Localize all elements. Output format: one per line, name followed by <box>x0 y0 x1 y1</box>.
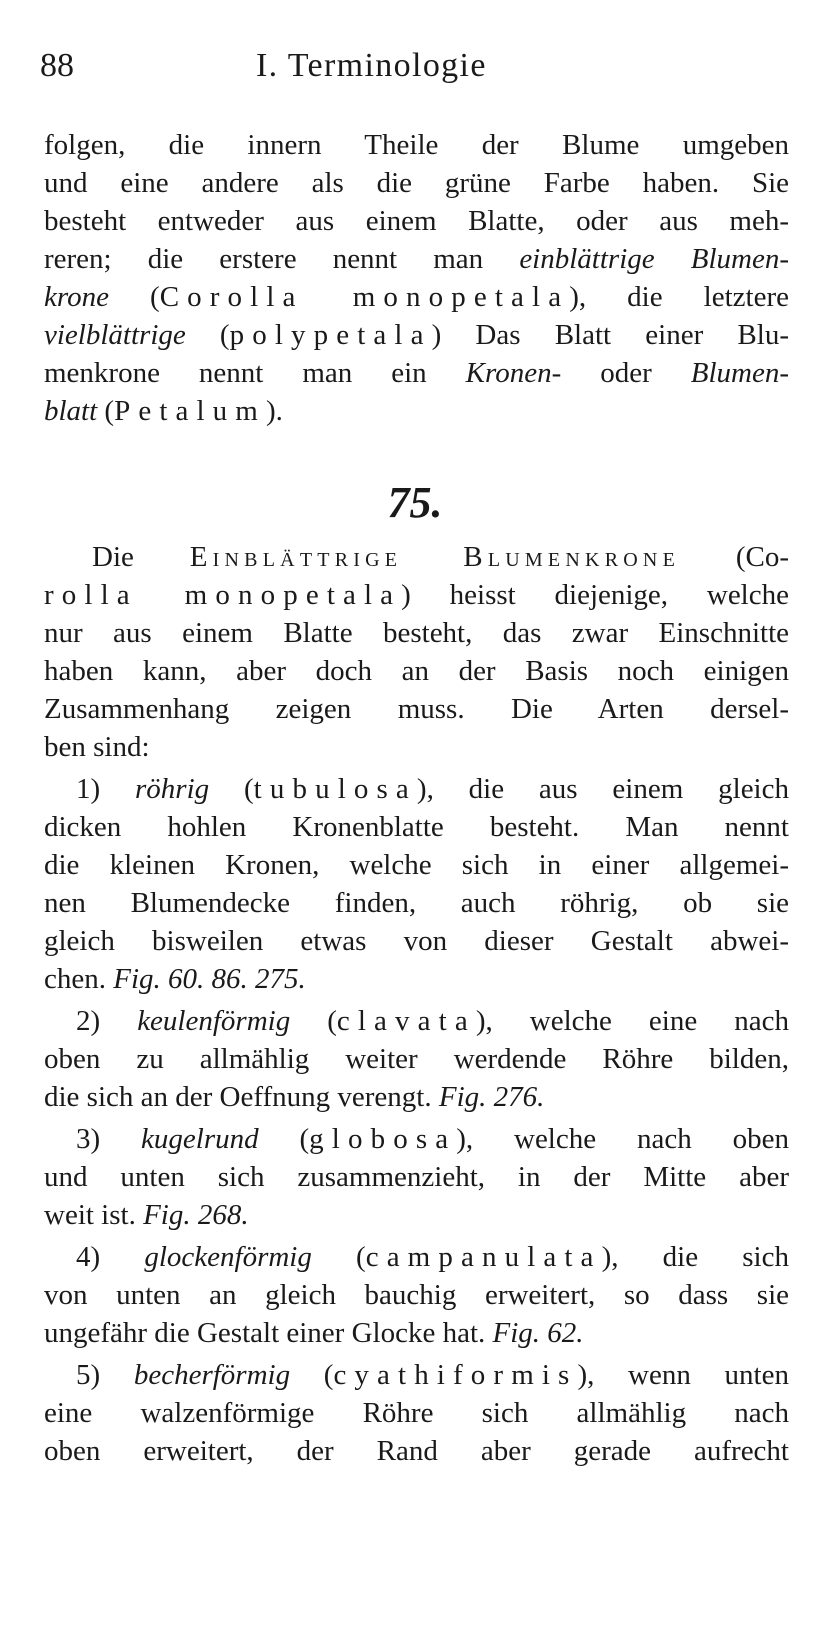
term-vielblaettrige: vielblättrige <box>44 319 186 351</box>
section-number: 75. <box>387 478 443 527</box>
figure-ref: Fig. 276. <box>438 1081 545 1113</box>
text-line: ungefähr die Gestalt einer Glocke hat. Fig. 62. <box>44 1317 584 1349</box>
term-krone: krone <box>44 281 109 313</box>
text-line: eine walzenförmige Röhre sich allmählig nach <box>44 1397 789 1429</box>
text-line: rolla monopetala) heisst diejenige, welche <box>44 579 789 611</box>
text-line: ben sind: <box>44 731 150 763</box>
text-line: und unten sich zusammenzieht, in der Mitte aber <box>44 1161 789 1193</box>
figure-ref: Fig. 60. 86. 275. <box>113 963 306 995</box>
text-line: oben zu allmählig weiter werdende Röhre bilden, <box>44 1043 789 1075</box>
text-line: nur aus einem Blatte besteht, das zwar Einschnitte <box>44 617 789 649</box>
term-kronen: Kronen- <box>465 357 562 389</box>
latin-term: polypetala <box>229 319 432 351</box>
section-heading-term: Einblättrige Blumenkrone <box>189 541 681 573</box>
text-line: krone (Corolla monopetala), die letztere <box>44 281 789 313</box>
text-line: vielblättrige (polypetala) Das Blatt einer Blu- <box>44 319 789 351</box>
text-line: folgen, die innern Theile der Blume umgeben <box>44 129 789 161</box>
text-line: gleich bisweilen etwas von dieser Gestalt abwei- <box>44 925 789 957</box>
text-line: und eine andere als die grüne Farbe haben. Sie <box>44 167 789 199</box>
text-line: besteht entweder aus einem Blatte, oder aus meh- <box>44 205 789 237</box>
latin-term: rolla monopetala <box>44 579 402 611</box>
text-line: die kleinen Kronen, welche sich in einer allgemei- <box>44 849 789 881</box>
text-line: chen. Fig. 60. 86. 275. <box>44 963 306 995</box>
term-blatt: blatt <box>44 395 98 427</box>
text-line: Zusammenhang zeigen muss. Die Arten dersel- <box>44 693 789 725</box>
list-item: 4) glockenförmig (campanulata), die sich <box>76 1241 789 1273</box>
list-item: 2) keulenförmig (clavata), welche eine nach <box>76 1005 789 1037</box>
list-item: 1) röhrig (tubulosa), die aus einem gleich <box>76 773 789 805</box>
figure-ref: Fig. 268. <box>143 1199 249 1231</box>
list-item: 5) becherförmig (cyathiformis), wenn unten <box>76 1359 789 1391</box>
text-line: nen Blumendecke finden, auch röhrig, ob sie <box>44 887 789 919</box>
latin-term: Petalum <box>114 395 266 427</box>
list-item: 3) kugelrund (globosa), welche nach oben <box>76 1123 789 1155</box>
running-title: I. Terminologie <box>256 47 487 84</box>
text-line: weit ist. Fig. 268. <box>44 1199 249 1231</box>
text-line: menkrone nennt man ein Kronen- oder Blumen- <box>44 357 790 389</box>
text-line: dicken hohlen Kronenblatte besteht. Man nennt <box>44 811 789 843</box>
term-blumen: Blumen- <box>690 357 790 389</box>
latin-term: Corolla monopetala <box>159 281 570 313</box>
figure-ref: Fig. 62. <box>492 1317 584 1349</box>
text-line: reren; die erstere nennt man einblättrige Blumen- <box>44 243 789 275</box>
text-line: von unten an gleich bauchig erweitert, so dass sie <box>44 1279 789 1311</box>
text-line: oben erweitert, der Rand aber gerade aufrecht <box>44 1435 789 1467</box>
term-einblaettrige: einblättrige Blumen- <box>519 243 789 275</box>
text-line: blatt (Petalum). <box>44 395 283 427</box>
text-line: Die Einblättrige Blumenkrone (Co- <box>92 541 789 573</box>
text-line: haben kann, aber doch an der Basis noch einigen <box>44 655 789 687</box>
text-line: die sich an der Oeffnung verengt. Fig. 276. <box>44 1081 545 1113</box>
page-number: 88 <box>40 47 74 84</box>
